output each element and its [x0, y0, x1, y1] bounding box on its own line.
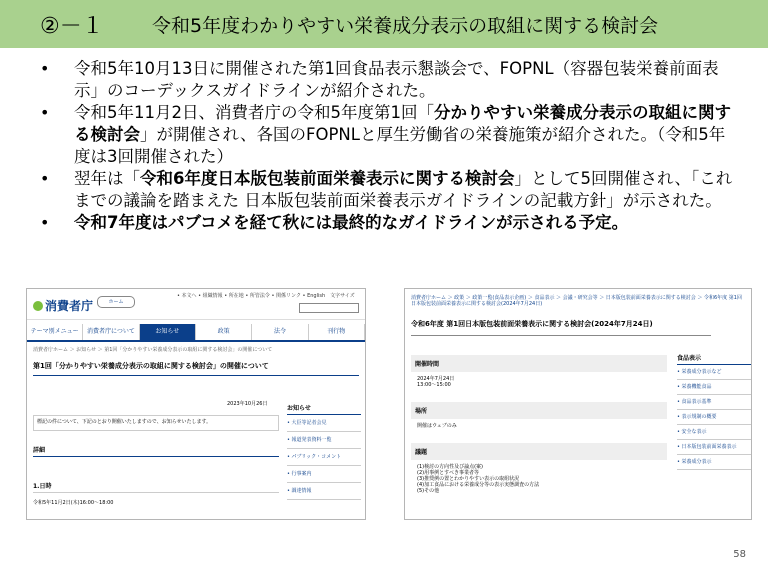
detail-block [411, 355, 667, 392]
nav-item[interactable]: お知らせ [140, 324, 196, 340]
bullet-bold-text: 分かりやすい栄養成分表示の取組に関する検討会 [74, 103, 731, 144]
breadcrumb: 消費者庁ホーム ＞ 政策 ＞ 政策一覧(食品表示企画) ＞ 食品表示 ＞ 会議・研究会等 ＞ 日本版包装前面栄養表示に関する検討会 ＞ 令和6年度 第1回日本版包装前面栄養表示に関する検討会(2024年7月24日) [411, 295, 742, 307]
bullet-item [36, 168, 736, 212]
nav-item[interactable]: テーマ別メニュー [27, 324, 83, 340]
bullet-text: 令和5年10月13日に開催された第1回食品表示懇談会で、FOPNL（容器包装栄養前面表示」のコーデックスガイドラインが紹介された。 [74, 59, 719, 100]
bullet-text: 」が開催され、各国のFOPNLと厚生労働省の栄養施策が紹介された。（令和5年度は3回開催された） [74, 125, 726, 166]
site-header [27, 289, 365, 320]
sidebar-link[interactable]: • 報道発表資料一覧 [287, 432, 361, 449]
sidebar-link[interactable]: • 日本版包装前面栄養表示 [677, 440, 751, 455]
sidebar-link[interactable]: • パブリック・コメント [287, 449, 361, 466]
search-input[interactable] [299, 303, 359, 313]
sidebar-link[interactable]: • 栄養成分表示 [677, 455, 751, 470]
event-datetime: 令和5年11月2日(木)16:00～18:00 [33, 500, 114, 506]
page-heading: 令和6年度 第1回日本版包装前面栄養表示に関する検討会(2024年7月24日) [411, 319, 711, 336]
page-number: 58 [733, 549, 746, 560]
sidebar-link[interactable]: • 調達情報 [287, 483, 361, 500]
detail-block-title: 場所 [411, 402, 667, 419]
section-when: 1.日時 [33, 481, 279, 493]
bullet-list [36, 58, 736, 234]
sidebar-title: お知らせ [287, 403, 361, 415]
home-button[interactable]: ホーム [97, 296, 135, 308]
slide-number-label: ②－１ [40, 14, 104, 39]
bullet-item [36, 212, 736, 234]
sidebar-link[interactable]: • 栄養成分表示など [677, 365, 751, 380]
site-logo-text: 消費者庁 [45, 299, 94, 313]
screenshot-caa-notice-page [26, 288, 366, 520]
sidebar-link[interactable]: • 大臣等記者会見 [287, 415, 361, 432]
detail-block-text: 開催はウェブのみ [417, 423, 457, 429]
detail-block [411, 402, 667, 433]
sidebar [677, 353, 751, 470]
sidebar-link[interactable]: • 表示規制の概要 [677, 410, 751, 425]
bullet-item [36, 102, 736, 168]
publish-date: 2023年10月26日 [227, 401, 268, 407]
section-detail: 詳細 [33, 445, 279, 457]
bullet-item [36, 58, 736, 102]
sidebar-title: 食品表示 [677, 353, 751, 365]
sidebar-link[interactable]: • 食品表示基準 [677, 395, 751, 410]
site-logo [33, 297, 93, 314]
detail-block-title: 議題 [411, 443, 667, 460]
detail-block [411, 443, 667, 498]
bullet-text: 翌年は「 [74, 169, 140, 188]
bullet-text: 令和5年11月2日、消費者庁の令和5年度第1回「 [74, 103, 434, 122]
detail-block-title: 開催時間 [411, 355, 667, 372]
detail-block-text: (1)検討の方向性及び論点(案) (2)用事例とすべき事業者等 (3)推奨例の置とわかりやすい表示の取組状況 (4)加工食品における栄養成分等の表示実態調査の方法 (5)その他 [417, 464, 540, 494]
sidebar-link[interactable]: • 行事案内 [287, 466, 361, 483]
nav-item[interactable]: 政策 [196, 324, 252, 340]
notice-text: 標記の件について、下記のとおり開催いたしますので、お知らせいたします。 [33, 415, 279, 431]
bullet-bold-text: 令和7年度はパブコメを経て秋には最終的なガイドラインが示される予定。 [74, 213, 629, 232]
bullet-bold-text: 令和6年度日本版包装前面栄養表示に関する検討会 [140, 169, 515, 188]
bullet-text: 」として5回開催され、「これまでの議論を踏まえた 日本版包装前面栄養表示ガイドラインの記載方針」が示された。 [74, 169, 733, 210]
sidebar-link[interactable]: • 安全な表示 [677, 425, 751, 440]
nav-item[interactable]: 消費者庁について [83, 324, 139, 340]
sidebar-link[interactable]: • 栄養機能食品 [677, 380, 751, 395]
meeting-details [411, 345, 667, 498]
sidebar [287, 403, 361, 500]
breadcrumb: 消費者庁ホーム ＞ お知らせ ＞ 第1回「分かりやすい栄養成分表示の取組に関する検討会」の開催について [33, 347, 273, 353]
nav-item[interactable]: 法令 [252, 324, 308, 340]
global-nav [27, 324, 365, 342]
top-links[interactable]: • 本文へ • 組織情報 • 所在地 • 所管法令 • 関係リンク • English 文字サイズ [177, 293, 355, 299]
screenshot-caa-meeting-page [404, 288, 752, 520]
page-heading: 第1回「分かりやすい栄養成分表示の取組に関する検討会」の開催について [33, 361, 359, 376]
detail-block-text: 2024年7月24日 13:00～15:00 [417, 376, 455, 388]
logo-mark-icon [33, 301, 43, 311]
nav-item[interactable]: 刊行物 [309, 324, 365, 340]
slide-title: 令和5年度わかりやすい栄養成分表示の取組に関する検討会 [152, 15, 659, 37]
title-bar [0, 0, 768, 48]
